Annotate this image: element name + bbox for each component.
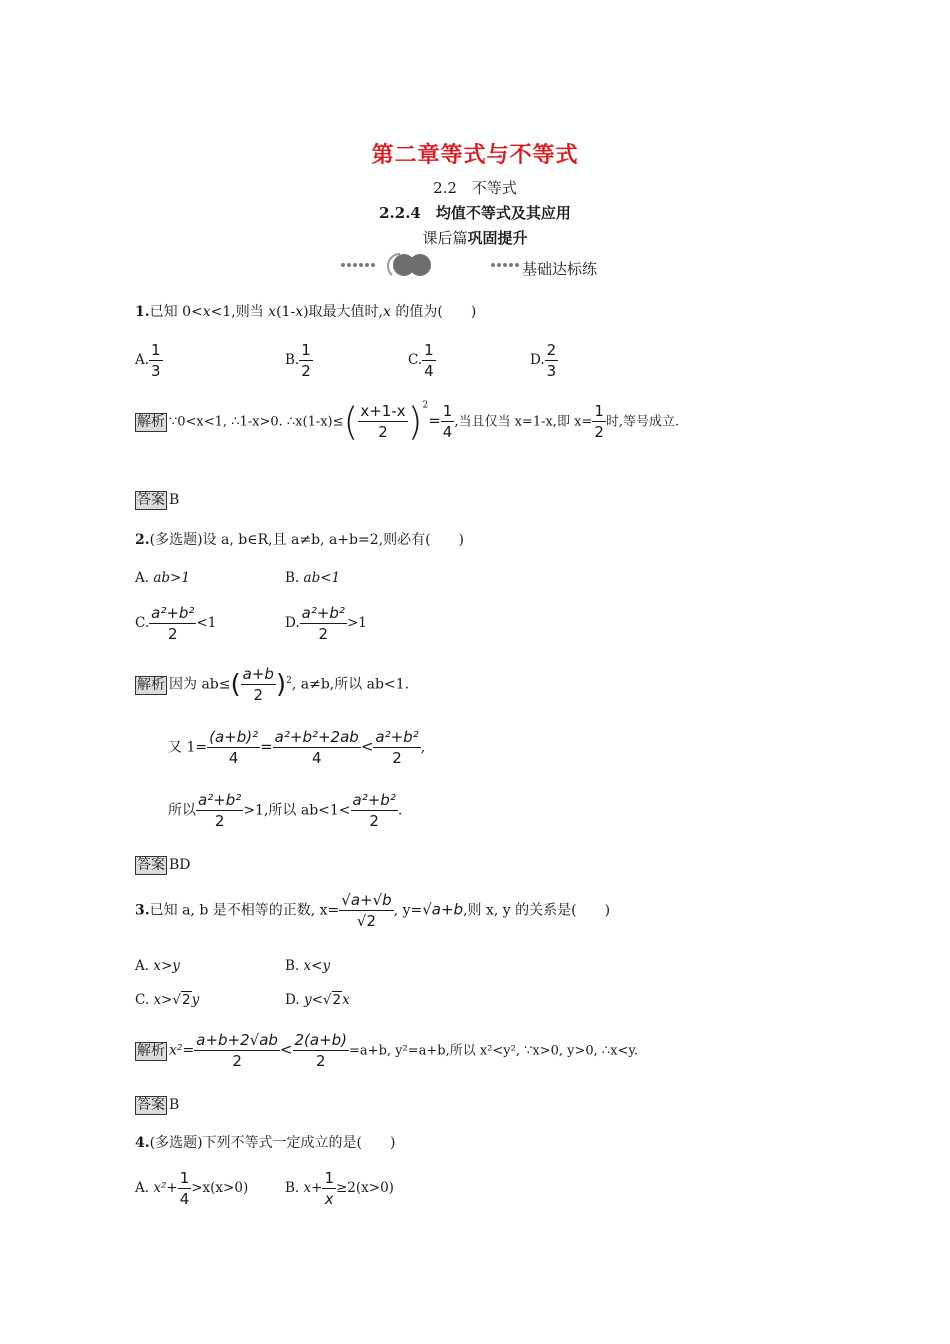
q3-option-d[interactable] [285, 992, 350, 1008]
answer-value: BD [169, 857, 191, 873]
option-text: x²+ [153, 1180, 178, 1196]
part-prefix: 课后篇 [422, 229, 468, 247]
frac-den: 2 [378, 423, 388, 441]
q1-option-c[interactable] [408, 340, 436, 381]
q1-analysis [135, 401, 679, 442]
option-tail: <1 [196, 615, 217, 631]
q1-text: (1- [276, 304, 296, 320]
exponent: 2 [286, 675, 292, 686]
q2-number: 2. [135, 532, 150, 548]
q1-option-d[interactable] [530, 340, 558, 381]
question-1-stem [135, 302, 476, 322]
q1-text: <1,则当 [210, 304, 269, 320]
root-sign: √2 [172, 992, 191, 1008]
option-label: A. [135, 570, 150, 586]
analysis-tag: 解析 [137, 413, 165, 430]
option-label: A. [135, 1180, 150, 1196]
radicand: 2 [332, 992, 342, 1008]
frac-den: 4 [442, 423, 453, 441]
chapter-title: 第二章等式与不等式 [371, 142, 579, 168]
q2-analysis-line-2 [168, 727, 425, 768]
q4-text: (多选题)下列不等式一定成立的是( ) [149, 1135, 396, 1151]
q3-option-b[interactable] [285, 958, 330, 974]
option-label: A. [135, 352, 150, 368]
frac-num: x+1-x [360, 402, 406, 420]
frac-num: a²+b² [198, 791, 242, 809]
equals: = [428, 411, 441, 430]
frac-den: 4 [311, 749, 322, 767]
frac-den: 2 [315, 1052, 326, 1070]
analysis-tag: 解析 [137, 676, 165, 693]
frac-den: 2 [392, 749, 402, 767]
frac-num: 1 [442, 402, 453, 420]
part-bold: 巩固提升 [467, 229, 528, 247]
frac-num: 1 [301, 341, 311, 359]
option-text: y [191, 992, 200, 1008]
q3-option-a[interactable] [135, 958, 180, 974]
q2-option-c[interactable] [135, 603, 216, 644]
part-title [0, 227, 950, 248]
q1-analysis-text: 时,等号成立. [605, 414, 680, 430]
q1-text: )取最大值时, [303, 304, 384, 320]
frac-num: a²+b² [301, 604, 345, 622]
q2-analysis-text: . [397, 802, 403, 819]
option-text: x [342, 992, 350, 1008]
option-label: A. [135, 958, 150, 974]
q3-answer [135, 1095, 179, 1115]
frac-den: 2 [214, 812, 225, 830]
option-text: ≥2(x>0) [336, 1180, 394, 1196]
q2-analysis-text: , [420, 739, 426, 756]
frac-num: 1 [179, 1169, 190, 1187]
q1-var: x [295, 304, 304, 320]
frac-num: 2 [546, 341, 557, 359]
question-2-stem [135, 530, 464, 550]
analysis-tag: 解析 [137, 1042, 165, 1059]
option-label: D. [285, 992, 300, 1008]
q3-text: ,则 x, y 的关系是( ) [463, 902, 611, 919]
answer-value: B [169, 1097, 180, 1113]
q1-option-b[interactable] [285, 340, 313, 381]
frac-den: 2 [318, 625, 329, 643]
q2-analysis-line-1 [135, 664, 409, 705]
option-label: D. [530, 352, 545, 368]
q1-analysis-text: ∵0<x<1, ∴1-x>0. ∴x(1-x)≤ [169, 414, 344, 430]
frac-num: 1 [594, 402, 604, 420]
decorative-dots-banner [340, 251, 540, 279]
frac-den: 2 [232, 1052, 242, 1070]
option-text: x<y [303, 958, 331, 974]
left-paren: ( [343, 399, 359, 444]
q1-text: 已知 0< [149, 304, 203, 320]
q2-option-d[interactable] [285, 603, 367, 644]
frac-den: x [324, 1190, 334, 1208]
frac-den: √2 [356, 912, 377, 930]
frac-den: 3 [151, 362, 161, 380]
root-sign: √2 [322, 992, 342, 1008]
equals: = [260, 737, 273, 756]
frac-num: a²+b² [375, 728, 419, 746]
q2-text: (多选题)设 a, b∈R,且 a≠b, a+b=2,则必有( ) [149, 532, 465, 548]
option-label: B. [285, 1180, 300, 1196]
frac-num: 1 [424, 341, 434, 359]
q3-text: 已知 a, b 是不相等的正数, x= [149, 902, 340, 919]
frac-num: √a+√b [341, 891, 392, 909]
answer-tag: 答案 [137, 857, 165, 873]
question-4-stem [135, 1133, 395, 1153]
option-text: >x(x>0) [191, 1180, 249, 1196]
q1-answer [135, 490, 179, 510]
subsection-title: 2.2.4 均值不等式及其应用 [379, 204, 571, 222]
q3-analysis-text: =a+b, y²=a+b,所以 x²<y², ∵x>0, y>0, ∴x<y. [349, 1043, 639, 1059]
frac-den: 2 [369, 812, 379, 830]
right-paren: ) [407, 399, 423, 444]
frac-den: 4 [179, 1190, 190, 1208]
q1-number: 1. [135, 304, 150, 320]
q1-var: x [202, 304, 211, 320]
option-label: C. [135, 992, 150, 1008]
q2-analysis-text: >1,所以 ab<1< [243, 802, 351, 819]
q3-number: 3. [135, 902, 150, 919]
q3-text: , y= [393, 902, 423, 919]
option-label: C. [408, 352, 423, 368]
q1-var: x [383, 304, 391, 320]
answer-tag: 答案 [137, 492, 165, 508]
left-paren: ( [230, 669, 241, 700]
option-text: y< [303, 992, 323, 1008]
frac-num: 1 [324, 1169, 334, 1187]
right-paren: ) [275, 669, 287, 700]
frac-den: 3 [546, 362, 557, 380]
frac-den: 4 [424, 362, 434, 380]
frac-den: 4 [228, 749, 239, 767]
q1-var: x [268, 304, 277, 320]
frac-den: 2 [241, 684, 276, 705]
radicand: 2 [181, 992, 191, 1008]
less-than: < [360, 737, 374, 756]
q2-analysis-text: 因为 ab≤ [169, 676, 231, 693]
q2-answer [135, 855, 191, 875]
q1-option-a[interactable] [135, 340, 163, 381]
question-3-stem [135, 890, 610, 931]
option-text: x> [153, 992, 173, 1008]
option-label: B. [285, 570, 300, 586]
frac-num: a²+b² [352, 791, 396, 809]
q1-text: 的值为( ) [390, 304, 477, 320]
answer-tag: 答案 [137, 1097, 165, 1113]
q2-option-a[interactable] [135, 570, 190, 586]
option-text: ab>1 [153, 570, 190, 586]
frac-num: a²+b²+2ab [274, 728, 359, 746]
exponent: 2 [422, 400, 429, 411]
q1-analysis-text: ,当且仅当 x=1-x,即 x= [454, 414, 593, 430]
less-than: < [279, 1040, 293, 1059]
option-text: x+ [303, 1180, 323, 1196]
q2-analysis-text: 又 1= [168, 739, 208, 756]
option-text: x>y [153, 958, 180, 974]
option-label: C. [135, 615, 150, 631]
option-tail: >1 [346, 615, 367, 631]
option-text: ab<1 [303, 570, 341, 586]
frac-num: a²+b² [151, 604, 195, 622]
q2-option-b[interactable] [285, 570, 340, 586]
frac-den: 2 [594, 423, 604, 441]
q3-analysis [135, 1030, 638, 1071]
frac-num: 2(a+b) [294, 1031, 348, 1049]
q2-analysis-text: 所以 [168, 802, 196, 819]
q4-number: 4. [135, 1135, 150, 1151]
frac-num: (a+b)² [209, 728, 259, 746]
frac-num: 1 [151, 341, 161, 359]
q3-root-expression: √a+b [422, 900, 464, 919]
q3-option-c[interactable] [135, 992, 199, 1008]
q4-option-b[interactable] [285, 1168, 394, 1209]
option-label: B. [285, 958, 300, 974]
q4-option-a[interactable] [135, 1168, 248, 1209]
q3-analysis-text: x²= [169, 1042, 195, 1059]
answer-value: B [169, 492, 180, 508]
frac-num: a+b+2√ab [196, 1031, 278, 1049]
q2-analysis-line-3 [168, 790, 402, 831]
frac-num: a+b [242, 665, 274, 683]
option-label: D. [285, 615, 300, 631]
frac-den: 2 [168, 625, 178, 643]
practice-label: 基础达标练 [522, 260, 598, 278]
section-title: 2.2 不等式 [433, 179, 517, 197]
option-label: B. [285, 352, 300, 368]
frac-den: 2 [301, 362, 311, 380]
q2-analysis-text: , a≠b,所以 ab<1. [291, 676, 410, 693]
